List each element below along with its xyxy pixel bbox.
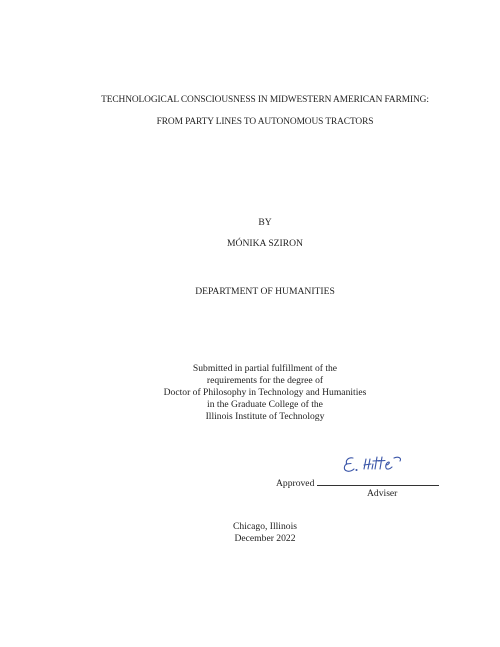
title-line-1: TECHNOLOGICAL CONSCIOUSNESS IN MIDWESTERN AMERICAN FARMING:	[101, 95, 429, 105]
submission-line-1: Submitted in partial fulfillment of the	[192, 363, 338, 374]
by-label: BY	[258, 217, 272, 228]
adviser-label: Adviser	[367, 488, 398, 499]
submission-line-4: in the Graduate College of the	[207, 399, 323, 410]
submission-line-2: requirements for the degree of	[206, 375, 324, 386]
date: December 2022	[234, 533, 296, 544]
submission-line-3: Doctor of Philosophy in Technology and Humanities	[163, 387, 367, 398]
signature-rule	[317, 476, 439, 486]
approval-line	[276, 476, 439, 490]
approved-label: Approved	[276, 478, 315, 489]
location: Chicago, Illinois	[233, 521, 297, 532]
department-name: DEPARTMENT OF HUMANITIES	[195, 286, 335, 297]
submission-line-5: Illinois Institute of Technology	[205, 411, 325, 422]
title-line-2: FROM PARTY LINES TO AUTONOMOUS TRACTORS	[156, 117, 374, 127]
adviser-signature	[340, 452, 412, 476]
author-name: MÓNIKA SZIRON	[227, 238, 303, 249]
